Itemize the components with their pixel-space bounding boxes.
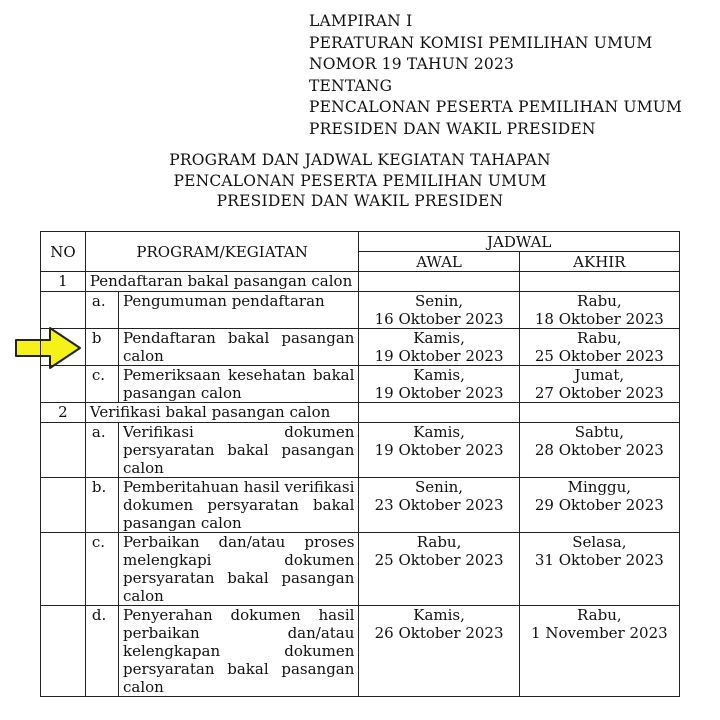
akhir-day: Rabu, [577,329,622,347]
awal-cell [359,292,519,329]
awal-cell [359,533,519,606]
awal-date: 25 Oktober 2023 [374,551,504,569]
header-line: PERATURAN KOMISI PEMILIHAN UMUM [309,33,653,52]
title-line: PRESIDEN DAN WAKIL PRESIDEN [216,192,504,210]
awal-day: Kamis, [413,366,465,384]
akhir-day: Jumat, [574,366,625,384]
akhir-date: 27 Oktober 2023 [534,384,664,402]
document-header [309,11,682,140]
empty-cell [41,533,86,606]
header-line: TENTANG [309,76,393,95]
section-row [41,272,680,292]
akhir-day: Rabu, [577,606,622,624]
empty-cell [41,366,86,403]
empty-cell [41,478,86,533]
table-row [41,423,680,478]
akhir-day: Selasa, [572,533,627,551]
item-letter: a. [85,292,118,329]
item-text: Pendaftaran bakal pasangan calon [119,329,359,366]
header-no: NO [41,232,86,272]
item-text: Perbaikan dan/atau proses melengkapi dokumen persyaratan bakal pasangan calon [119,533,359,606]
awal-day: Senin, [415,478,464,496]
table-row [41,478,680,533]
awal-day: Senin, [415,292,464,310]
akhir-cell [519,478,679,533]
header-line: PENCALONAN PESERTA PEMILIHAN UMUM [309,98,683,116]
awal-cell [359,423,519,478]
empty-cell [359,403,519,423]
awal-day: Kamis, [413,606,465,624]
awal-cell [359,366,519,403]
empty-cell [41,329,86,366]
akhir-day: Sabtu, [574,423,624,441]
item-letter: a. [85,423,118,478]
table-row [41,292,680,329]
item-text: Pemberitahuan hasil verifikasi dokumen persyaratan bakal pasangan calon [119,478,359,533]
item-letter: c. [85,533,118,606]
awal-cell [359,478,519,533]
awal-day: Kamis, [413,329,465,347]
title-line: PROGRAM DAN JADWAL KEGIATAN TAHAPAN [169,151,551,169]
header-line: LAMPIRAN I [309,12,413,30]
header-jadwal: JADWAL [359,232,680,252]
akhir-day: Minggu, [567,478,632,496]
empty-cell [41,292,86,329]
header-akhir: AKHIR [519,252,679,272]
header-line: PRESIDEN DAN WAKIL PRESIDEN [309,119,596,138]
empty-cell [41,606,86,697]
item-letter: c. [85,366,118,403]
item-text: Verifikasi dokumen persyaratan bakal pasangan calon [119,423,359,478]
akhir-date: 1 November 2023 [531,624,668,642]
empty-cell [359,272,519,292]
section-number: 2 [41,403,86,423]
item-text: Penyerahan dokumen hasil perbaikan dan/atau kelengkapan dokumen persyaratan bakal pasangan calon [119,606,359,697]
akhir-date: 28 Oktober 2023 [534,441,664,459]
header-awal: AWAL [359,252,519,272]
awal-cell [359,329,519,366]
section-number: 1 [41,272,86,292]
akhir-date: 18 Oktober 2023 [534,310,664,328]
akhir-cell [519,366,679,403]
table-row [41,533,680,606]
section-row [41,403,680,423]
empty-cell [519,272,679,292]
awal-date: 26 Oktober 2023 [374,624,504,642]
awal-cell [359,606,519,697]
table-row [41,329,680,366]
document-title [0,150,720,212]
empty-cell [519,403,679,423]
akhir-cell [519,533,679,606]
akhir-date: 31 Oktober 2023 [534,551,664,569]
akhir-cell [519,292,679,329]
schedule-table [40,231,680,697]
empty-cell [41,423,86,478]
title-line: PENCALONAN PESERTA PEMILIHAN UMUM [173,171,547,190]
awal-day: Kamis, [413,423,465,441]
akhir-day: Rabu, [577,292,622,310]
awal-day: Rabu, [416,533,462,551]
table-row [41,366,680,403]
akhir-cell [519,606,679,697]
header-line: NOMOR 19 TAHUN 2023 [309,55,515,73]
item-letter: b. [85,478,118,533]
awal-date: 19 Oktober 2023 [374,347,504,365]
awal-date: 23 Oktober 2023 [374,496,504,514]
section-title: Verifikasi bakal pasangan calon [85,403,359,423]
item-text: Pemeriksaan kesehatan bakal pasangan calon [119,366,359,403]
section-title: Pendaftaran bakal pasangan calon [85,272,359,292]
akhir-cell [519,423,679,478]
awal-date: 19 Oktober 2023 [374,441,504,459]
item-text: Pengumuman pendaftaran [119,292,359,329]
header-program: PROGRAM/KEGIATAN [85,232,359,272]
akhir-date: 29 Oktober 2023 [534,496,664,514]
akhir-cell [519,329,679,366]
item-letter: b [85,329,118,366]
table-row [41,606,680,697]
akhir-date: 25 Oktober 2023 [534,347,664,365]
awal-date: 19 Oktober 2023 [374,384,504,402]
awal-date: 16 Oktober 2023 [374,310,504,328]
item-letter: d. [85,606,118,697]
